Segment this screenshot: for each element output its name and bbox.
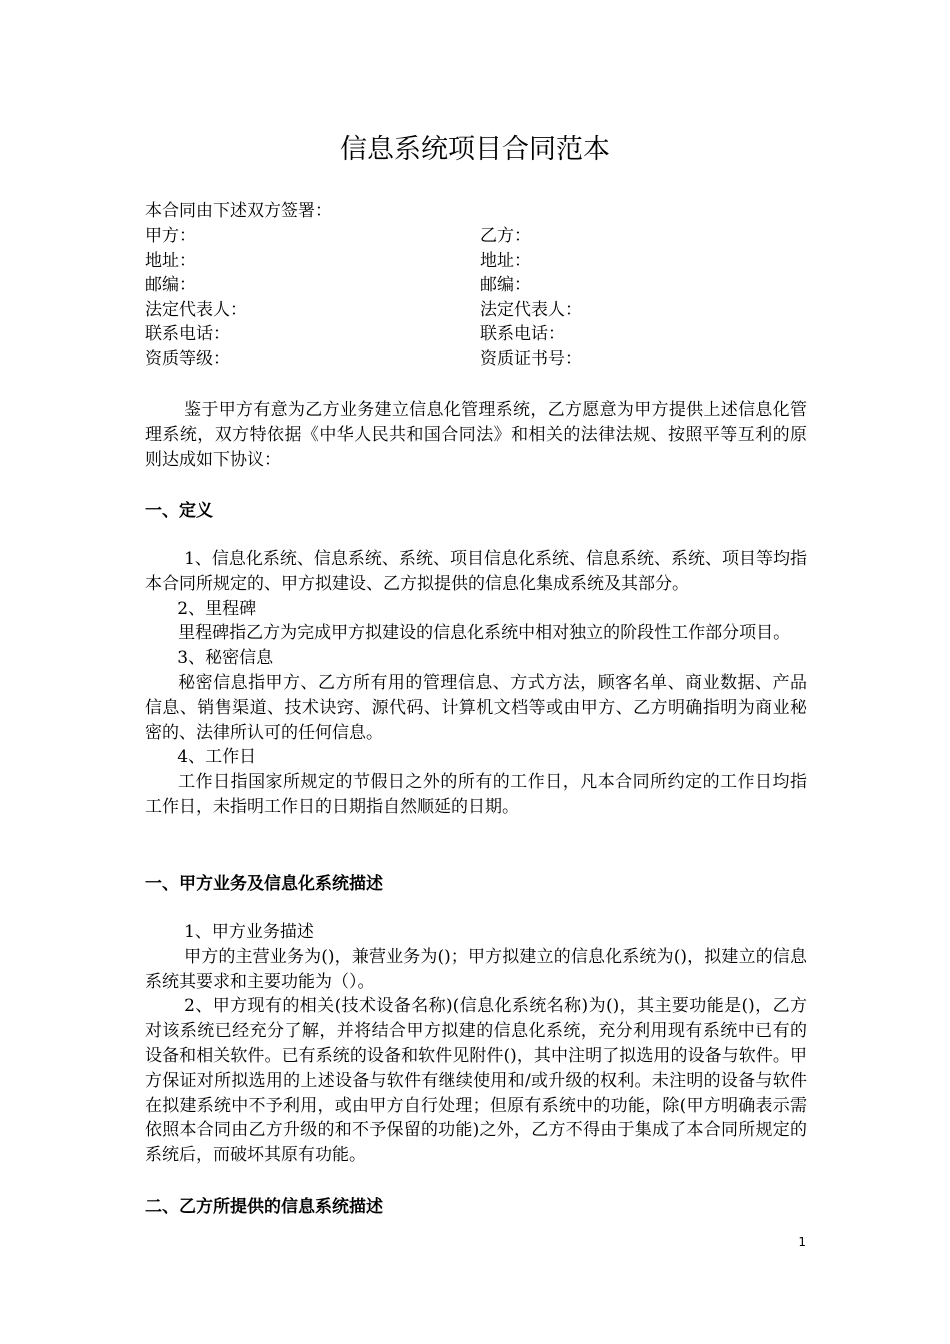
definition-item-3-title: 3、秘密信息 xyxy=(177,648,274,669)
definition-item-4-title: 4、工作日 xyxy=(177,747,257,768)
party-b-field: 邮编： xyxy=(480,275,531,296)
party-row xyxy=(145,224,805,249)
party-b-field: 法定代表人： xyxy=(480,299,582,320)
party-row xyxy=(145,347,805,372)
party-row xyxy=(145,273,805,298)
section-heading-system: 二、乙方所提供的信息系统描述 xyxy=(145,1197,383,1217)
party-a-field: 资质等级： xyxy=(145,348,230,369)
party-a-field: 联系电话： xyxy=(145,324,230,345)
party-a-field: 甲方： xyxy=(145,226,196,246)
section-heading-definitions: 一、定义 xyxy=(145,501,213,521)
party-a-field: 法定代表人： xyxy=(145,299,247,320)
definition-item-4-body: 工作日指国家所规定的节假日之外的所有的工作日，凡本合同所约定的工作日均指工作日，未指明工作日的日期指自然顺延的日期。 xyxy=(145,772,807,817)
party-b-field: 地址： xyxy=(480,250,531,271)
party-a-field: 邮编： xyxy=(145,275,196,296)
section-heading-business: 一、甲方业务及信息化系统描述 xyxy=(145,874,383,894)
page-number: 1 xyxy=(798,1235,806,1249)
definition-item-3-body: 秘密信息指甲方、乙方所有用的管理信息、方式方法，顾客名单、商业数据、产品信息、销售渠道、技术诀窍、源代码、计算机文档等或由甲方、乙方明确指明为商业秘密的、法律所认可的任何信息。 xyxy=(145,672,807,743)
definition-item-1: 1、信息化系统、信息系统、系统、项目信息化系统、信息系统、系统、项目等均指本合同所规定的、甲方拟建设、乙方拟提供的信息化集成系统及其部分。 xyxy=(145,549,807,594)
preamble-text: 鉴于甲方有意为乙方业务建立信息化管理系统，乙方愿意为甲方提供上述信息化管理系统，双方特依据《中华人民共和国合同法》和相关的法律法规、按照平等互利的原则达成如下协议： xyxy=(145,400,807,470)
business-item-1-title: 1、甲方业务描述 xyxy=(184,922,314,942)
definitions-body xyxy=(145,547,807,820)
business-item-1-body: 甲方的主营业务为()，兼营业务为()；甲方拟建立的信息化系统为()，拟建立的信息系统其要求和主要功能为（）。 xyxy=(145,946,807,992)
party-row xyxy=(145,298,805,323)
document-title: 信息系统项目合同范本 xyxy=(340,134,610,165)
party-b-field: 资质证书号： xyxy=(480,348,582,369)
party-a-field: 地址： xyxy=(145,250,196,271)
party-row xyxy=(145,322,805,347)
definition-item-2-title: 2、里程碑 xyxy=(177,598,257,619)
definition-item-2-body: 里程碑指乙方为完成甲方拟建设的信息化系统中相对独立的阶段性工作部分项目。 xyxy=(178,623,791,644)
party-b-field: 联系电话： xyxy=(480,324,565,345)
business-body xyxy=(145,920,807,1168)
parties-block xyxy=(145,224,805,372)
preamble-paragraph xyxy=(145,398,807,472)
intro-line: 本合同由下述双方签署： xyxy=(145,201,332,221)
business-item-2: 2、甲方现有的相关(技术设备名称)(信息化系统名称)为()，其主要功能是()，乙方对该系统已经充分了解，并将结合甲方拟建的信息化系统，充分利用现有系统中已有的设备和相关软件。已有系统的设备和软件见附件()，其中注明了拟选用的设备与软件。甲方保证对所拟选用的上述设备与软件有继续使用和/或升级的权利。未注明的设备与软件在拟建系统中不予利用，或由甲方自行处理；但原有系统中的功能，除(甲方明确表示需依照本合同由乙方升级的和不予保留的功能)之外，乙方不得由于集成了本合同所规定的系统后，而破坏其原有功能。 xyxy=(145,996,807,1166)
party-row xyxy=(145,249,805,274)
party-b-field: 乙方： xyxy=(480,226,531,246)
